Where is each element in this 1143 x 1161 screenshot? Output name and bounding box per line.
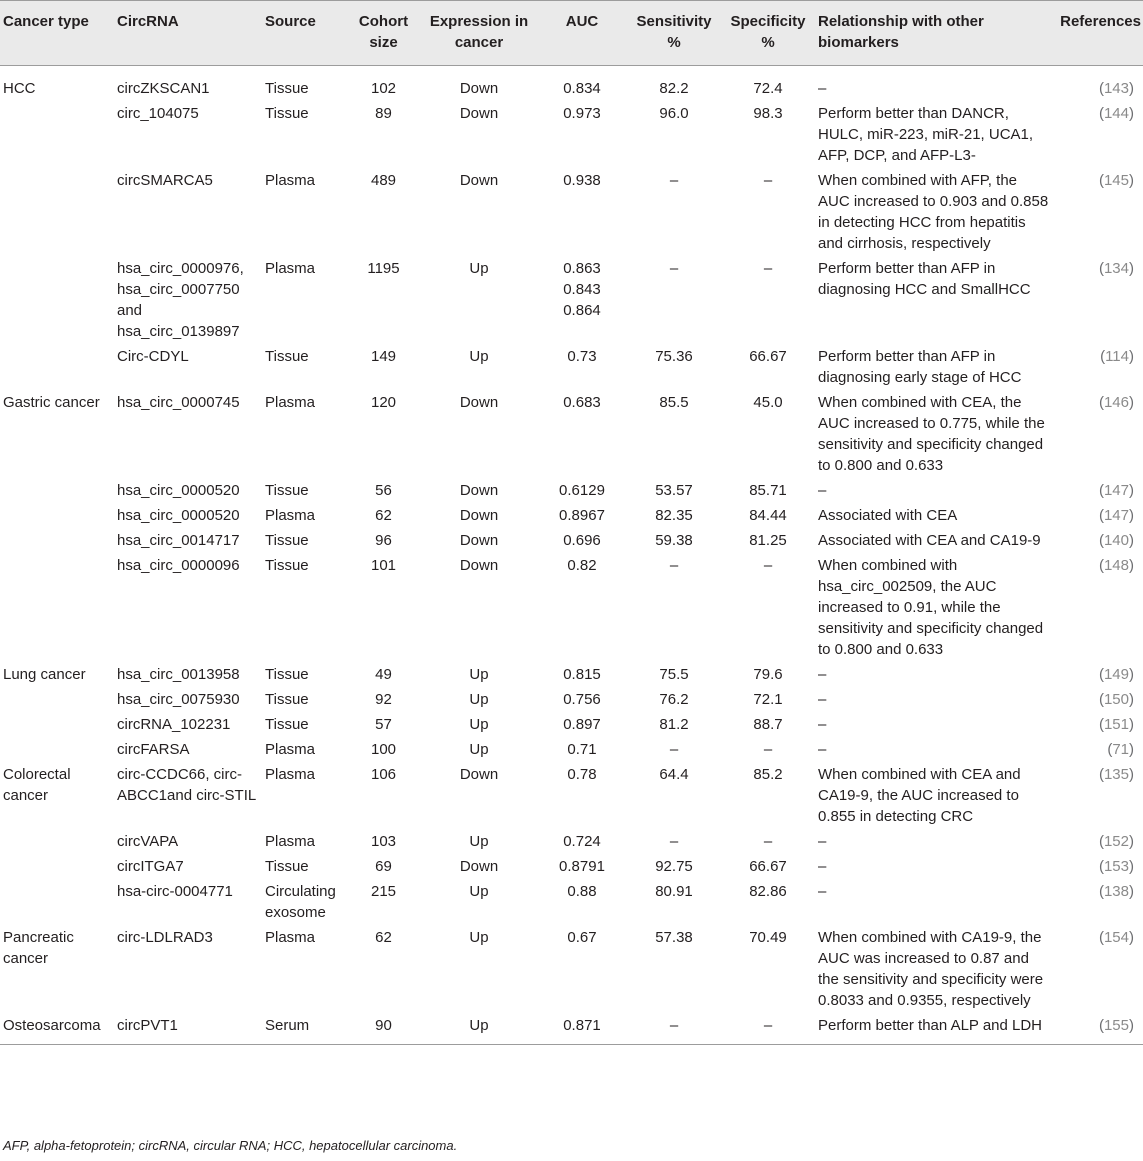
cell-specificity: 70.49 [749,929,787,946]
cell-source: Tissue [265,482,309,499]
cell-auc [537,925,627,1013]
reference-link[interactable]: 144 [1103,105,1129,122]
cell-relationship: Perform better than AFP in diagnosing early stage of HCC [818,348,1022,386]
table-row [0,478,1143,503]
cell-reference: (71) [1107,741,1134,758]
cell-sensitivity: – [669,741,679,758]
cell-relationship: – [818,833,827,850]
cell-source: Tissue [265,80,309,97]
cell-relationship: – [818,666,827,683]
cell-auc [537,66,627,102]
cell-specificity: – [763,557,773,574]
reference-link[interactable]: 145 [1103,172,1129,189]
cell-sensitivity: 75.5 [659,666,689,683]
cell-expression: Up [469,716,489,733]
table-row [0,762,1143,829]
cell-relationship: When combined with CA19-9, the AUC was increased to 0.87 and the sensitivity and specificity were 0.8033 and 0.9355, respectively [818,929,1044,1009]
cell-reference: (149) [1098,666,1134,683]
cell-sensitivity: 75.36 [655,348,693,365]
cell-auc [537,879,627,925]
cell-sensitivity: 92.75 [655,858,693,875]
cell-auc [537,712,627,737]
cell-sensitivity: 82.2 [659,80,689,97]
cell-sensitivity: 64.4 [659,766,689,783]
header-cohort-size: Cohort size [358,13,409,51]
cell-auc [537,662,627,687]
cell-reference: (146) [1098,394,1134,411]
cell-expression: Down [459,172,499,189]
reference-link[interactable]: 148 [1103,557,1129,574]
reference-link[interactable]: 143 [1103,80,1129,97]
auc-value: 0.843 [563,281,601,298]
cell-source: Circulating exosome [265,883,336,921]
cell-sensitivity: – [669,260,679,277]
cell-circrna: circRNA_102231 [117,716,231,733]
table-row [0,662,1143,687]
cell-cohort-size: 100 [370,741,397,758]
auc-value: 0.815 [563,666,601,683]
reference-link[interactable]: 138 [1103,883,1129,900]
cell-circrna: hsa_circ_0000096 [117,557,240,574]
cell-circrna: hsa_circ_0000976, hsa_circ_0007750 and hsa_circ_0139897 [117,260,244,340]
cell-specificity: 85.2 [753,766,783,783]
header-auc: AUC [565,13,599,30]
cell-reference: (135) [1098,766,1134,783]
cell-reference: (140) [1098,532,1134,549]
cell-reference: (155) [1098,1017,1134,1034]
cell-source: Tissue [265,105,309,122]
cell-sensitivity: – [669,172,679,189]
cell-specificity: 81.25 [749,532,787,549]
cell-reference: (147) [1098,507,1134,524]
cell-sensitivity: 82.35 [655,507,693,524]
reference-link[interactable]: 140 [1103,532,1129,549]
cell-specificity: – [763,833,773,850]
auc-value: 0.78 [567,766,597,783]
cell-cancer-type: Pancreatic cancer [3,929,74,967]
header-cancer-type: Cancer type [3,13,89,30]
cell-specificity: 45.0 [753,394,783,411]
cell-expression: Down [459,858,499,875]
cell-source: Plasma [265,507,316,524]
cell-relationship: – [818,80,827,97]
cell-specificity: 79.6 [753,666,783,683]
cell-auc [537,553,627,662]
cell-source: Plasma [265,929,316,946]
cell-auc [537,528,627,553]
reference-link[interactable]: 147 [1103,507,1129,524]
reference-link[interactable]: 147 [1103,482,1129,499]
cell-circrna: hsa_circ_0075930 [117,691,240,708]
cell-source: Tissue [265,858,309,875]
cell-cancer-type [0,256,114,344]
cell-circrna: circ-LDLRAD3 [117,929,213,946]
cell-relationship: – [818,858,827,875]
table-row [0,503,1143,528]
cell-specificity: 85.71 [749,482,787,499]
cell-expression: Down [459,766,499,783]
reference-link[interactable]: 135 [1103,766,1129,783]
cell-expression: Up [469,260,489,277]
cell-auc [537,478,627,503]
cell-cohort-size: 215 [370,883,397,900]
cell-circrna: hsa_circ_0000745 [117,394,240,411]
reference-link[interactable]: 134 [1103,260,1129,277]
cell-sensitivity: 57.38 [655,929,693,946]
cell-expression: Up [469,691,489,708]
table-row [0,168,1143,256]
auc-value: 0.82 [567,557,597,574]
auc-value: 0.88 [567,883,597,900]
cell-sensitivity: – [669,557,679,574]
cell-auc [537,1013,627,1045]
cell-auc [537,687,627,712]
cell-cancer-type [0,553,114,662]
auc-value: 0.6129 [559,482,605,499]
header-relationship: Relationship with other biomarkers [818,13,984,51]
cell-reference: (148) [1098,557,1134,574]
table-row [0,553,1143,662]
cell-source: Tissue [265,666,309,683]
cell-circrna: circPVT1 [117,1017,178,1034]
reference-link[interactable]: 150 [1103,691,1129,708]
header-circrna: CircRNA [117,13,179,30]
auc-value: 0.683 [563,394,601,411]
cell-cohort-size: 49 [375,666,392,683]
cell-cohort-size: 96 [375,532,392,549]
cell-cohort-size: 90 [375,1017,392,1034]
cell-cancer-type [0,879,114,925]
reference-link[interactable]: 146 [1103,394,1129,411]
cell-expression: Up [469,883,489,900]
cell-cohort-size: 120 [370,394,397,411]
cell-reference: (134) [1098,260,1134,277]
cell-cohort-size: 92 [375,691,392,708]
cell-auc [537,503,627,528]
cell-cancer-type [0,503,114,528]
table-row [0,528,1143,553]
cell-reference: (153) [1098,858,1134,875]
cell-source: Tissue [265,691,309,708]
cell-cancer-type: Gastric cancer [3,394,100,411]
cell-circrna: hsa-circ-0004771 [117,883,233,900]
table-row [0,1013,1143,1045]
table-row [0,256,1143,344]
auc-value: 0.8791 [559,858,605,875]
cell-auc [537,854,627,879]
cell-expression: Down [459,80,499,97]
cell-cancer-type [0,478,114,503]
cell-specificity: 98.3 [753,105,783,122]
cell-specificity: 72.4 [753,80,783,97]
cell-circrna: circFARSA [117,741,190,758]
auc-value: 0.724 [563,833,601,850]
cell-cohort-size: 56 [375,482,392,499]
header-row [0,1,1143,66]
cell-reference: (152) [1098,833,1134,850]
reference-link[interactable]: 153 [1103,858,1129,875]
table-footnote: AFP, alpha-fetoprotein; circRNA, circular RNA; HCC, hepatocellular carcinoma. [3,1138,458,1153]
reference-link[interactable]: 114 [1105,348,1129,365]
table-row [0,101,1143,168]
cell-source: Plasma [265,172,316,189]
cell-specificity: 82.86 [749,883,787,900]
cell-cancer-type [0,528,114,553]
cell-relationship: – [818,691,827,708]
auc-value: 0.864 [563,302,601,319]
cell-expression: Up [469,666,489,683]
cell-circrna: circSMARCA5 [117,172,213,189]
auc-value: 0.8967 [559,507,605,524]
header-sensitivity: Sensitivity % [636,13,712,51]
auc-value: 0.938 [563,172,601,189]
cell-cohort-size: 57 [375,716,392,733]
cell-specificity: 84.44 [749,507,787,524]
table-row [0,66,1143,102]
cell-auc [537,762,627,829]
cell-expression: Up [469,741,489,758]
cell-circrna: circ-CCDC66, circ-ABCC1and circ-STIL [117,766,257,804]
cell-source: Plasma [265,766,316,783]
reference-link[interactable]: 149 [1103,666,1129,683]
cell-source: Serum [265,1017,310,1034]
cell-relationship: Associated with CEA [818,507,958,524]
auc-value: 0.897 [563,716,601,733]
cell-relationship: When combined with CEA and CA19-9, the AUC increased to 0.855 in detecting CRC [818,766,1021,825]
cell-circrna: Circ-CDYL [117,348,189,365]
cell-cohort-size: 101 [370,557,397,574]
cell-cancer-type [0,687,114,712]
auc-value: 0.756 [563,691,601,708]
cell-cohort-size: 89 [375,105,392,122]
cell-specificity: 66.67 [749,858,787,875]
cell-sensitivity: – [669,1017,679,1034]
cell-relationship: Perform better than ALP and LDH [818,1017,1043,1034]
cell-source: Plasma [265,741,316,758]
cell-relationship: Associated with CEA and CA19-9 [818,532,1041,549]
cell-reference: (154) [1098,929,1134,946]
cell-source: Tissue [265,348,309,365]
auc-value: 0.834 [563,80,601,97]
cell-cohort-size: 1195 [367,260,400,277]
cell-cancer-type [0,344,114,390]
cell-reference: (144) [1098,105,1134,122]
auc-value: 0.67 [567,929,597,946]
cell-cancer-type: Osteosarcoma [3,1017,101,1034]
cell-auc [537,101,627,168]
cell-specificity: – [763,741,773,758]
cell-source: Tissue [265,716,309,733]
table-row [0,712,1143,737]
cell-cancer-type: Colorectal cancer [3,766,71,804]
cell-expression: Down [459,557,499,574]
cell-reference: (143) [1098,80,1134,97]
cell-relationship: – [818,883,827,900]
cell-relationship: Perform better than AFP in diagnosing HCC and SmallHCC [818,260,1031,298]
cell-auc [537,344,627,390]
cell-auc [537,256,627,344]
cell-expression: Down [459,105,499,122]
cell-specificity: – [763,260,773,277]
reference-link[interactable]: 155 [1103,1017,1129,1034]
cell-relationship: – [818,716,827,733]
cell-expression: Down [459,532,499,549]
cell-sensitivity: 76.2 [659,691,689,708]
cell-relationship: Perform better than DANCR, HULC, miR-223, miR-21, UCA1, AFP, DCP, and AFP-L3- [818,105,1034,164]
cell-relationship: When combined with CEA, the AUC increased to 0.775, while the sensitivity and specificity changed to 0.800 and 0.633 [818,394,1045,474]
cell-cancer-type [0,101,114,168]
cell-expression: Down [459,482,499,499]
cell-specificity: 66.67 [749,348,787,365]
cell-specificity: 72.1 [753,691,783,708]
cell-auc [537,390,627,478]
cell-cancer-type: HCC [3,80,36,97]
cell-circrna: hsa_circ_0000520 [117,507,240,524]
cell-source: Tissue [265,557,309,574]
cell-circrna: hsa_circ_0014717 [117,532,240,549]
cell-specificity: – [763,172,773,189]
reference-link[interactable]: 151 [1103,716,1129,733]
auc-value: 0.696 [563,532,601,549]
cell-expression: Up [469,348,489,365]
reference-link[interactable]: 152 [1103,833,1129,850]
reference-link[interactable]: 154 [1103,929,1129,946]
cell-expression: Down [459,394,499,411]
cell-relationship: When combined with AFP, the AUC increased to 0.903 and 0.858 in detecting HCC from hepatitis and cirrhosis, respectively [818,172,1049,252]
cell-cancer-type [0,854,114,879]
header-references: References [1060,13,1141,30]
cell-relationship: – [818,482,827,499]
cell-expression: Up [469,833,489,850]
reference-link[interactable]: 71 [1112,741,1129,758]
cell-circrna: hsa_circ_0000520 [117,482,240,499]
cell-cohort-size: 69 [375,858,392,875]
cell-cohort-size: 62 [375,929,392,946]
cell-cohort-size: 106 [370,766,397,783]
table-row [0,854,1143,879]
cell-circrna: hsa_circ_0013958 [117,666,240,683]
cell-expression: Up [469,929,489,946]
cell-reference: (114) [1100,348,1134,365]
cell-reference: (150) [1098,691,1134,708]
cell-cancer-type [0,712,114,737]
cell-sensitivity: – [669,833,679,850]
cell-source: Plasma [265,260,316,277]
cell-cancer-type [0,737,114,762]
cell-reference: (145) [1098,172,1134,189]
auc-value: 0.863 [563,260,601,277]
cell-circrna: circZKSCAN1 [117,80,210,97]
cell-auc [537,168,627,256]
cell-specificity: – [763,1017,773,1034]
cell-cohort-size: 62 [375,507,392,524]
cell-auc [537,737,627,762]
cell-source: Plasma [265,833,316,850]
cell-cohort-size: 149 [370,348,397,365]
auc-value: 0.973 [563,105,601,122]
table-row [0,344,1143,390]
table-row [0,737,1143,762]
cell-sensitivity: 85.5 [659,394,689,411]
cell-sensitivity: 59.38 [655,532,693,549]
auc-value: 0.73 [567,348,597,365]
cell-expression: Up [469,1017,489,1034]
header-source: Source [265,13,316,30]
cell-circrna: circVAPA [117,833,179,850]
table-row [0,879,1143,925]
cell-relationship: – [818,741,827,758]
cell-cohort-size: 489 [370,172,397,189]
table-row [0,829,1143,854]
auc-value: 0.871 [563,1017,601,1034]
cell-sensitivity: 81.2 [659,716,689,733]
cell-relationship: When combined with hsa_circ_002509, the AUC increased to 0.91, while the sensitivity and specificity changed to 0.800 and 0.633 [818,557,1044,658]
cell-reference: (151) [1098,716,1134,733]
table-row [0,925,1143,1013]
cell-specificity: 88.7 [753,716,783,733]
cell-cancer-type: Lung cancer [3,666,86,683]
cell-reference: (147) [1098,482,1134,499]
cell-circrna: circ_104075 [117,105,199,122]
cell-auc [537,829,627,854]
cell-cancer-type [0,829,114,854]
cell-cohort-size: 102 [370,80,397,97]
cell-cancer-type [0,168,114,256]
cell-sensitivity: 80.91 [655,883,693,900]
header-specificity: Specificity % [730,13,806,51]
cell-circrna: circITGA7 [117,858,184,875]
cell-sensitivity: 96.0 [659,105,689,122]
table-row [0,390,1143,478]
cell-sensitivity: 53.57 [655,482,693,499]
header-expression: Expression in cancer [429,13,529,51]
cell-reference: (138) [1098,883,1134,900]
cell-source: Plasma [265,394,316,411]
cell-source: Tissue [265,532,309,549]
table-row [0,687,1143,712]
cell-expression: Down [459,507,499,524]
auc-value: 0.71 [567,741,597,758]
cell-cohort-size: 103 [370,833,397,850]
